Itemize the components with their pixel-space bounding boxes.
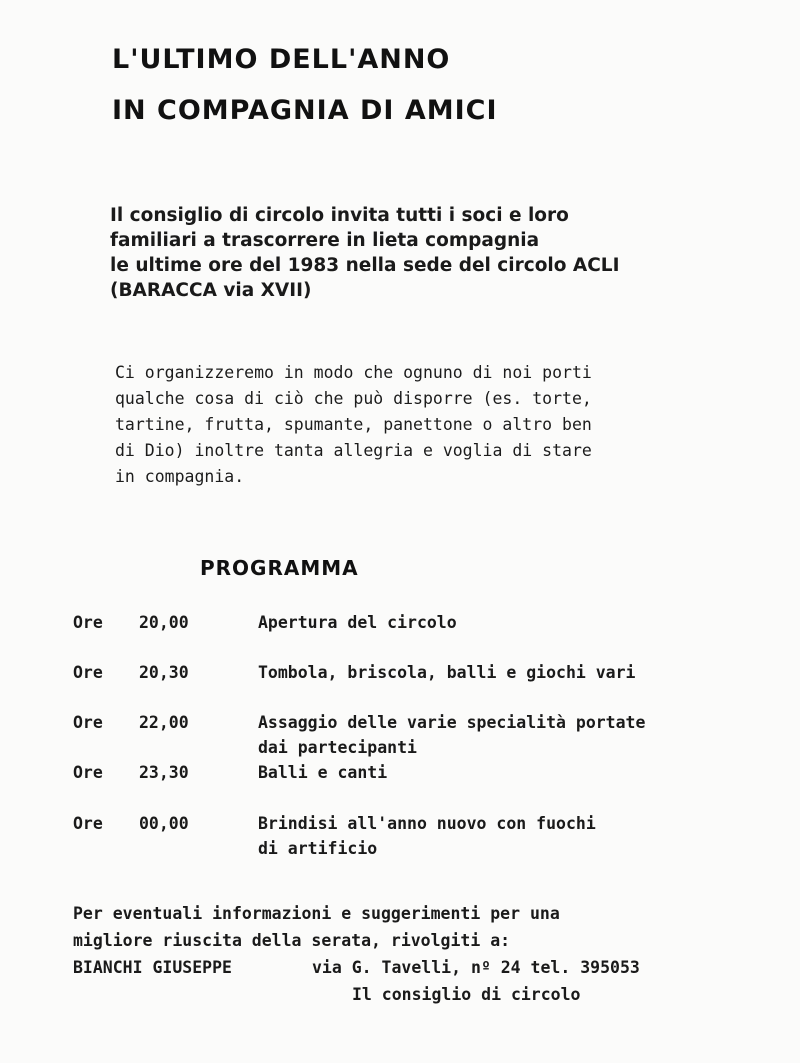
programma-heading: PROGRAMMA <box>200 556 359 580</box>
schedule-activity-line: di artificio <box>258 839 378 858</box>
contact-name: BIANCHI GIUSEPPE <box>73 958 232 977</box>
intro-invitation <box>110 203 790 303</box>
schedule-time: 22,00 <box>139 713 189 732</box>
organization-paragraph <box>115 360 592 490</box>
paragraph-line: di Dio) inoltre tanta allegria e voglia di stare <box>115 441 592 460</box>
schedule-ore-label: Ore <box>73 763 103 782</box>
title-line-2: IN COMPAGNIA DI AMICI <box>112 95 498 126</box>
schedule-time: 20,00 <box>139 613 189 632</box>
schedule-time: 20,30 <box>139 663 189 682</box>
schedule-time: 23,30 <box>139 763 189 782</box>
intro-line: familiari a trascorrere in lieta compagnia <box>110 230 540 251</box>
schedule-activity-line: Assaggio delle varie specialità portate <box>258 713 646 732</box>
schedule-time: 00,00 <box>139 814 189 833</box>
paragraph-line: qualche cosa di ciò che può disporre (es. torte, <box>115 389 592 408</box>
contact-line: Per eventuali informazioni e suggerimenti per una <box>73 904 560 923</box>
schedule-activity-line: dai partecipanti <box>258 738 417 757</box>
contact-details <box>73 954 640 981</box>
intro-line: le ultime ore del 1983 nella sede del circolo ACLI <box>110 255 620 276</box>
title-line-1: L'ULTIMO DELL'ANNO <box>112 44 451 75</box>
signature: Il consiglio di circolo <box>352 985 581 1004</box>
schedule-activity: Apertura del circolo <box>258 613 457 632</box>
schedule-ore-label: Ore <box>73 663 103 682</box>
paragraph-line: in compagnia. <box>115 467 245 486</box>
schedule-ore-label: Ore <box>73 713 103 732</box>
contact-line: migliore riuscita della serata, rivolgiti a: <box>73 931 511 950</box>
intro-line: (BARACCA via XVII) <box>110 280 312 301</box>
schedule-activity-line: Brindisi all'anno nuovo con fuochi <box>258 814 596 833</box>
schedule-activity: Balli e canti <box>258 763 388 782</box>
contact-info <box>73 900 640 981</box>
paragraph-line: Ci organizzeremo in modo che ognuno di noi porti <box>115 363 592 382</box>
schedule-ore-label: Ore <box>73 814 103 833</box>
contact-address: via G. Tavelli, nº 24 tel. 395053 <box>312 958 640 977</box>
schedule-activity <box>258 811 788 861</box>
intro-line: Il consiglio di circolo invita tutti i soci e loro <box>110 205 569 226</box>
schedule-activity <box>258 710 788 760</box>
schedule-activity: Tombola, briscola, balli e giochi vari <box>258 663 636 682</box>
schedule-ore-label: Ore <box>73 613 103 632</box>
paragraph-line: tartine, frutta, spumante, panettone o altro ben <box>115 415 592 434</box>
